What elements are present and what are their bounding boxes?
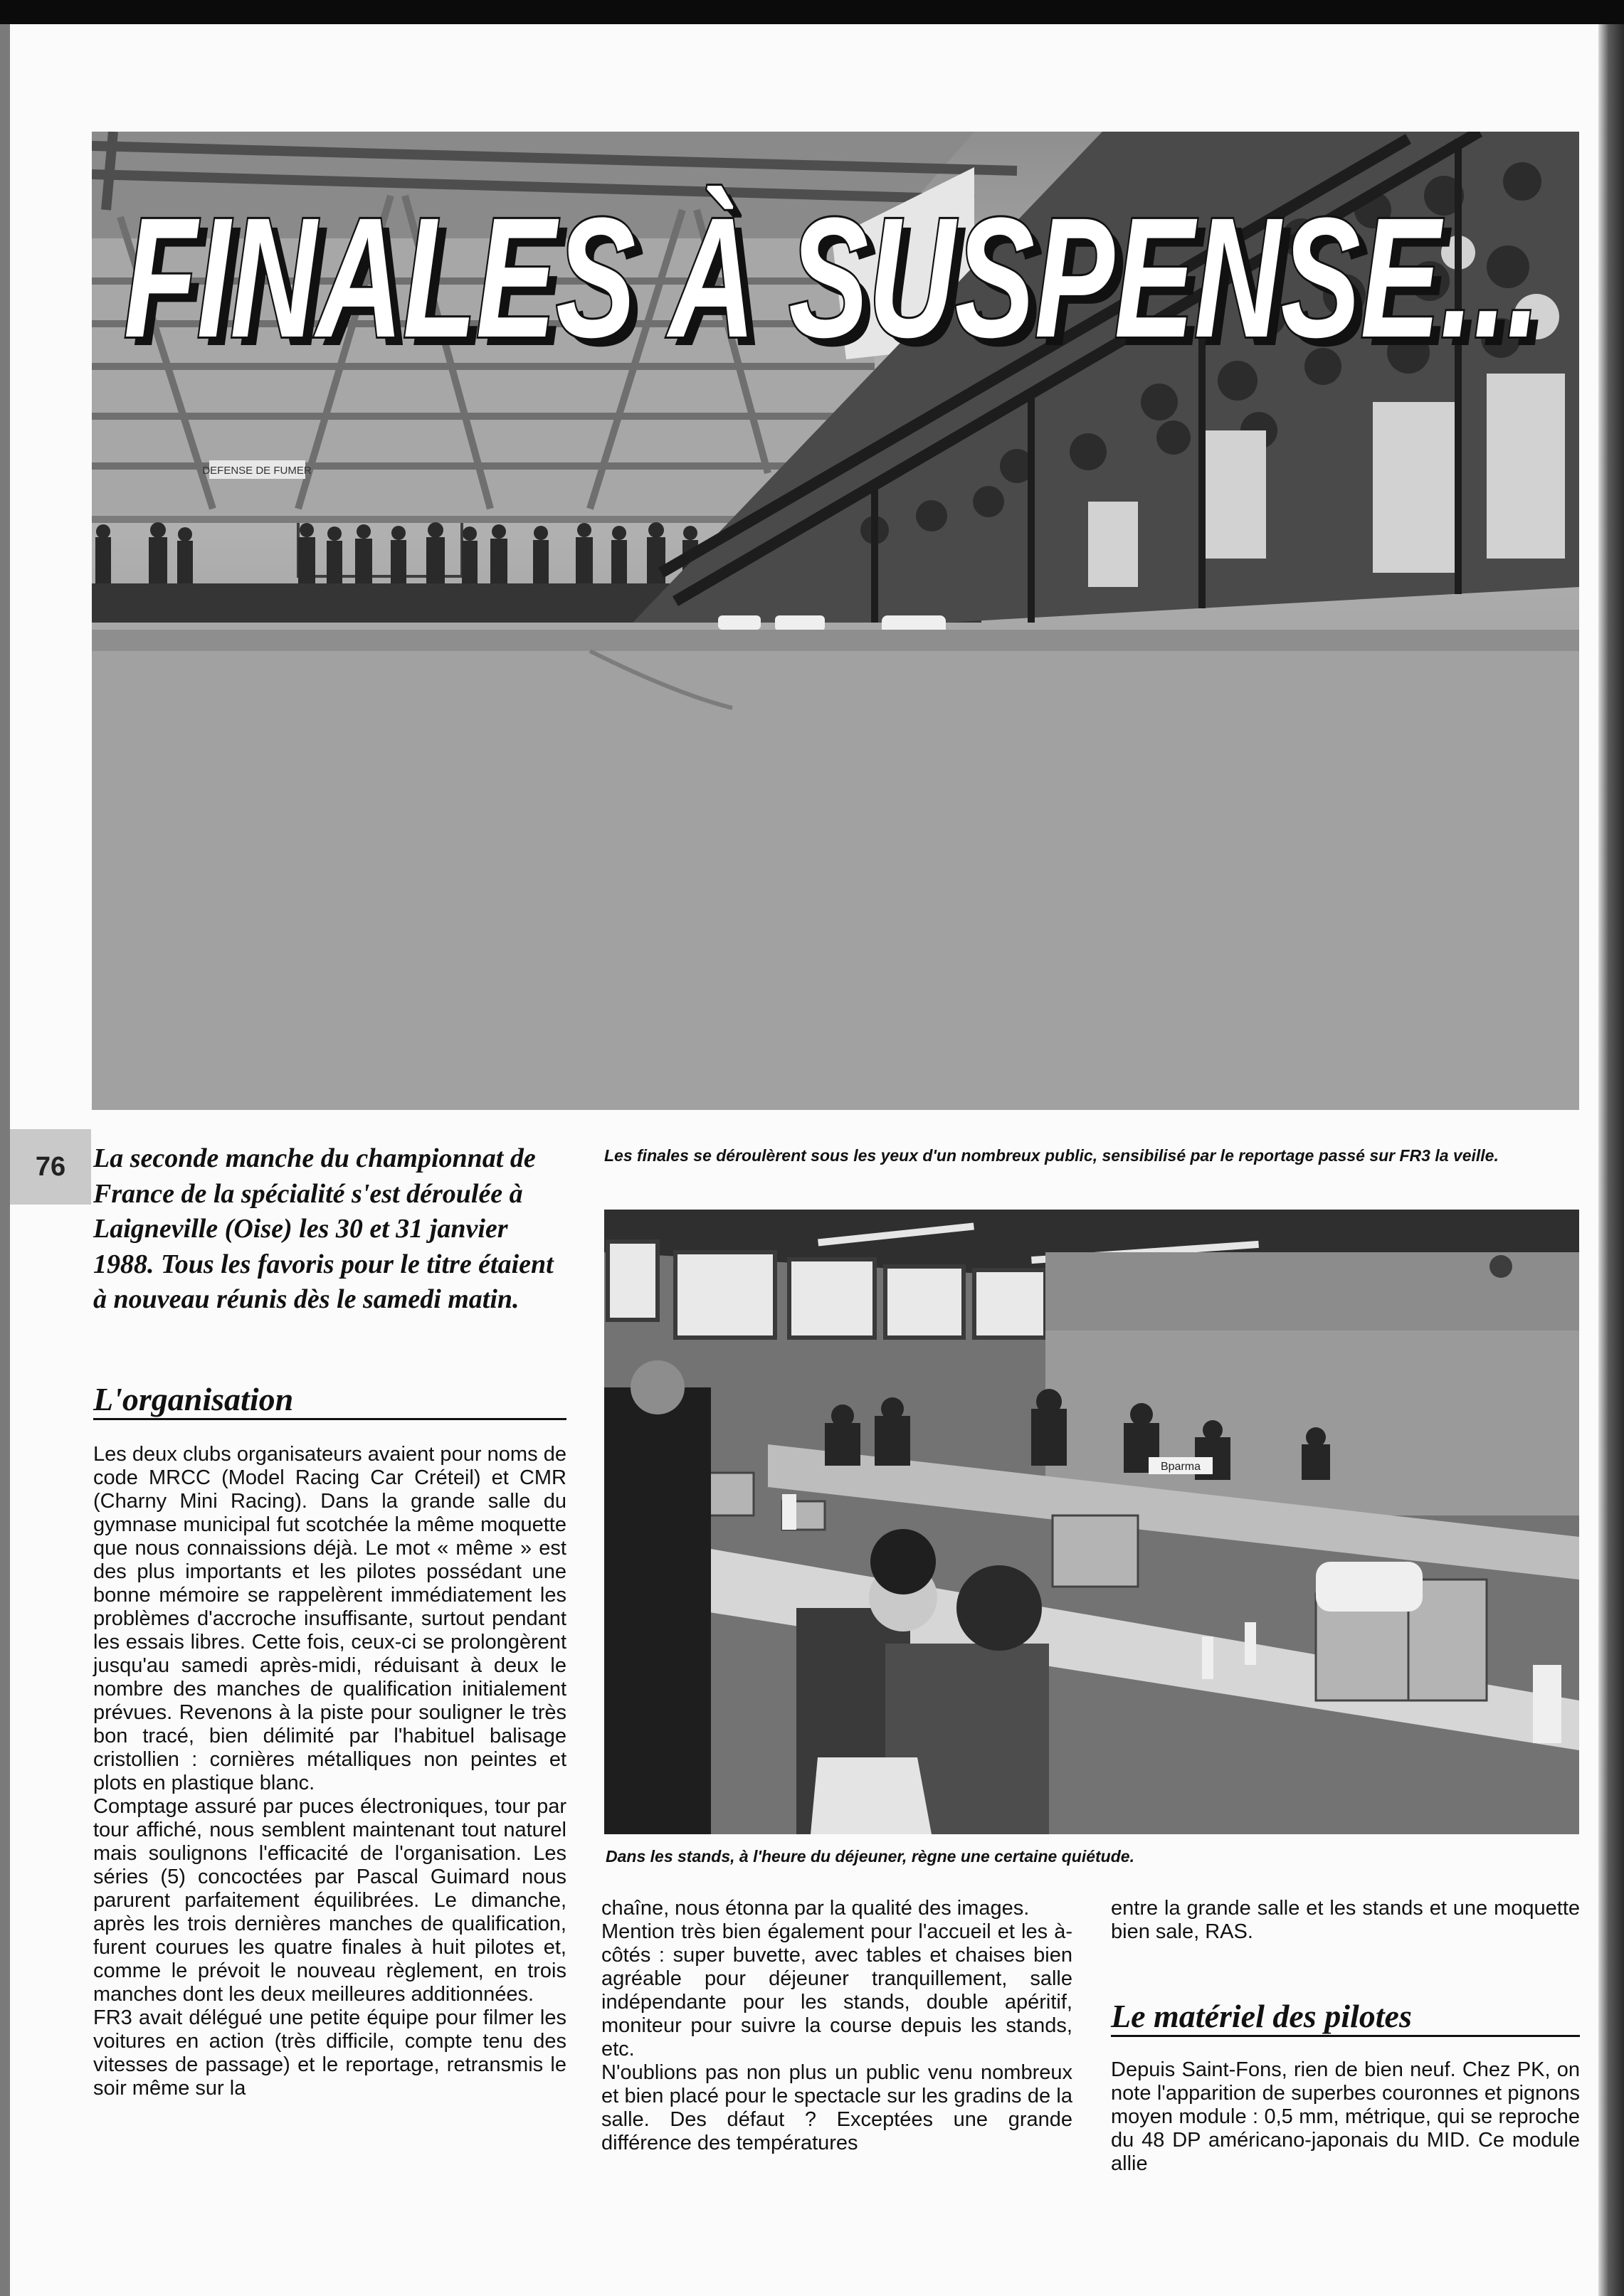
page-number: 76 bbox=[10, 1129, 91, 1205]
scan-top-border bbox=[0, 0, 1624, 24]
stands-illustration bbox=[604, 1210, 1579, 1834]
column-right-body: Depuis Saint-Fons, rien de bien neuf. Chez PK, on note l'apparition de superbes couronnes et pignons moyen module : 0,5 mm, métrique, qui se reproche du 48 DP américano-japonais du MID. Ce module allie bbox=[1111, 2058, 1580, 2175]
column-right-top: entre la grande salle et les stands et une moquette bien sale, RAS. bbox=[1111, 1897, 1580, 1943]
stands-sign-text: Bparma bbox=[1160, 1461, 1201, 1473]
section-heading-materiel: Le matériel des pilotes bbox=[1111, 1998, 1412, 2034]
section-rule-materiel bbox=[1111, 2035, 1580, 2037]
middle-paragraph-3: N'oublions pas non plus un public venu nombreux et bien placé pour le spectacle sur les gradins de la salle. Des défaut ? Exceptées une grande différence des températures bbox=[601, 2061, 1072, 2154]
headline-shadow: FINALES À SUSPENSE... bbox=[132, 191, 1549, 366]
section-rule-organisation bbox=[93, 1418, 566, 1420]
column-left-body bbox=[93, 1443, 566, 2100]
middle-paragraph-1: chaîne, nous étonna par la qualité des images. bbox=[601, 1897, 1030, 1920]
headline bbox=[92, 132, 1572, 366]
organisation-paragraph-1: Les deux clubs organisateurs avaient pour noms de code MRCC (Model Racing Car Créteil) et CMR (Charny Mini Racing). Dans la grande salle du gymnase municipal fut scotchée la même moquette que nous connaissions déjà. Le mot « même » est des plus importants et les pilotes possédant une bonne mémoire se rappelèrent immédiatement les problèmes d'accroche insuffisante, surtout pendant les essais libres. Cette fois, ceux-ci se prolongèrent jusqu'au samedi après-midi, réduisant à deux le nombre des manches de qualification initialement prévues. Revenons à la piste pour souligner le très bon tracé, bien délimité par l'habituel balisage cristollien : cornières métalliques non peintes et plots en plastique blanc. bbox=[93, 1443, 566, 1794]
organisation-paragraph-3: FR3 avait délégué une petite équipe pour filmer les voitures en action (très difficile, compte tenu des vitesses de passage) et le reportage, retransmis le soir même sur la bbox=[93, 2006, 566, 2100]
organisation-paragraph-2: Comptage assuré par puces électroniques, tour par tour affiché, nous semblent maintenant tout naturel mais soulignons l'efficacité de l'organisation. Les séries (5) concoctées par Pascal Guimard nous parurent parfaitement équilibrées. Le dimanche, après les trois dernières manches de qualification, furent courues les quatre finales à huit pilotes et, comme le prévoit le nouveau règlement, en trois manches dont les deux meilleures additionnées. bbox=[93, 1795, 566, 2006]
caption-stands-photo: Dans les stands, à l'heure du déjeuner, règne une certaine quiétude. bbox=[606, 1847, 1134, 1866]
stands-photo bbox=[604, 1210, 1579, 1834]
hero-photo bbox=[92, 132, 1579, 1110]
no-smoking-sign-text: DEFENSE DE FUMER bbox=[202, 465, 312, 477]
headline-text: FINALES À SUSPENSE... bbox=[124, 182, 1540, 366]
section-heading-organisation: L'organisation bbox=[93, 1381, 294, 1417]
page-binding-edge bbox=[1598, 24, 1624, 2296]
caption-hero-photo: Les finales se déroulèrent sous les yeux d'un nombreux public, sensibilisé par le reportage passé sur FR3 la veille. bbox=[604, 1146, 1499, 1165]
intro-paragraph: La seconde manche du championnat de France de la spécialité s'est déroulée à Laigneville (Oise) les 30 et 31 janvier 1988. Tous les favoris pour le titre étaient à nouveau réunis dès le samedi matin. bbox=[93, 1143, 554, 1314]
middle-paragraph-2: Mention très bien également pour l'accueil et les à-côtés : super buvette, avec tables et chaises bien agréable pour déjeuner tranquillement, salle indépendante pour les stands, double apéritif, moniteur pour suivre la course depuis les stands, etc. bbox=[601, 1920, 1072, 2060]
column-middle-body bbox=[601, 1897, 1072, 2155]
